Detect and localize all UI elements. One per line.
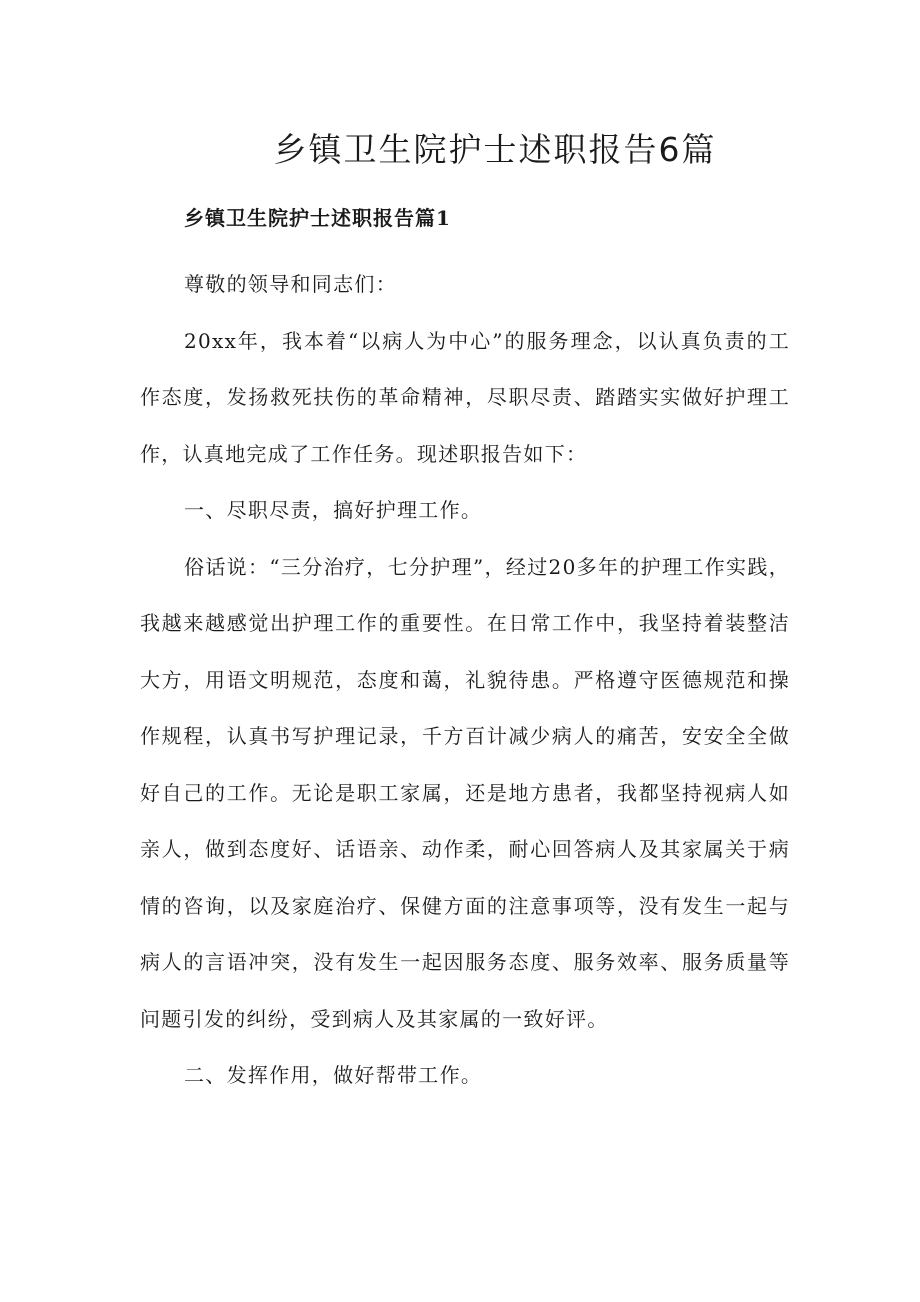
paragraph-nursing-practice: 俗话说：“三分治疗，七分护理”，经过20多年的护理工作实践，我越来越感觉出护理工作的重要性。在日常工作中，我坚持着装整洁大方，用语文明规范，态度和蔼，礼貌待患。严格遵守医德规范和操作规程，认真书写护理记录，千方百计减少病人的痛苦，安安全全做好自己的工作。无论是职工家属，还是地方患者，我都坚持视病人如亲人，做到态度好、话语亲、动作柔，耐心回答病人及其家属关于病情的咨询，以及家庭治疗、保健方面的注意事项等，没有发生一起与病人的言语冲突，没有发生一起因服务态度、服务效率、服务质量等问题引发的纠纷，受到病人及其家属的一致好评。 xyxy=(140,554,790,1031)
document-title: 乡镇卫生院护士述职报告6篇 xyxy=(273,130,717,169)
paragraph-point-one: 一、尽职尽责，搞好护理工作。 xyxy=(184,498,483,522)
section-heading: 乡镇卫生院护士述职报告篇1 xyxy=(184,206,451,230)
paragraph-intro: 20xx年，我本着“以病人为中心”的服务理念，以认真负责的工作态度，发扬救死扶伤的革命精神，尽职尽责、踏踏实实做好护理工作，认真地完成了工作任务。现述职报告如下： xyxy=(140,328,790,466)
paragraph-point-two: 二、发挥作用，做好帮带工作。 xyxy=(184,1063,483,1087)
document-body xyxy=(140,256,790,1104)
paragraph-salutation: 尊敬的领导和同志们： xyxy=(184,272,397,296)
